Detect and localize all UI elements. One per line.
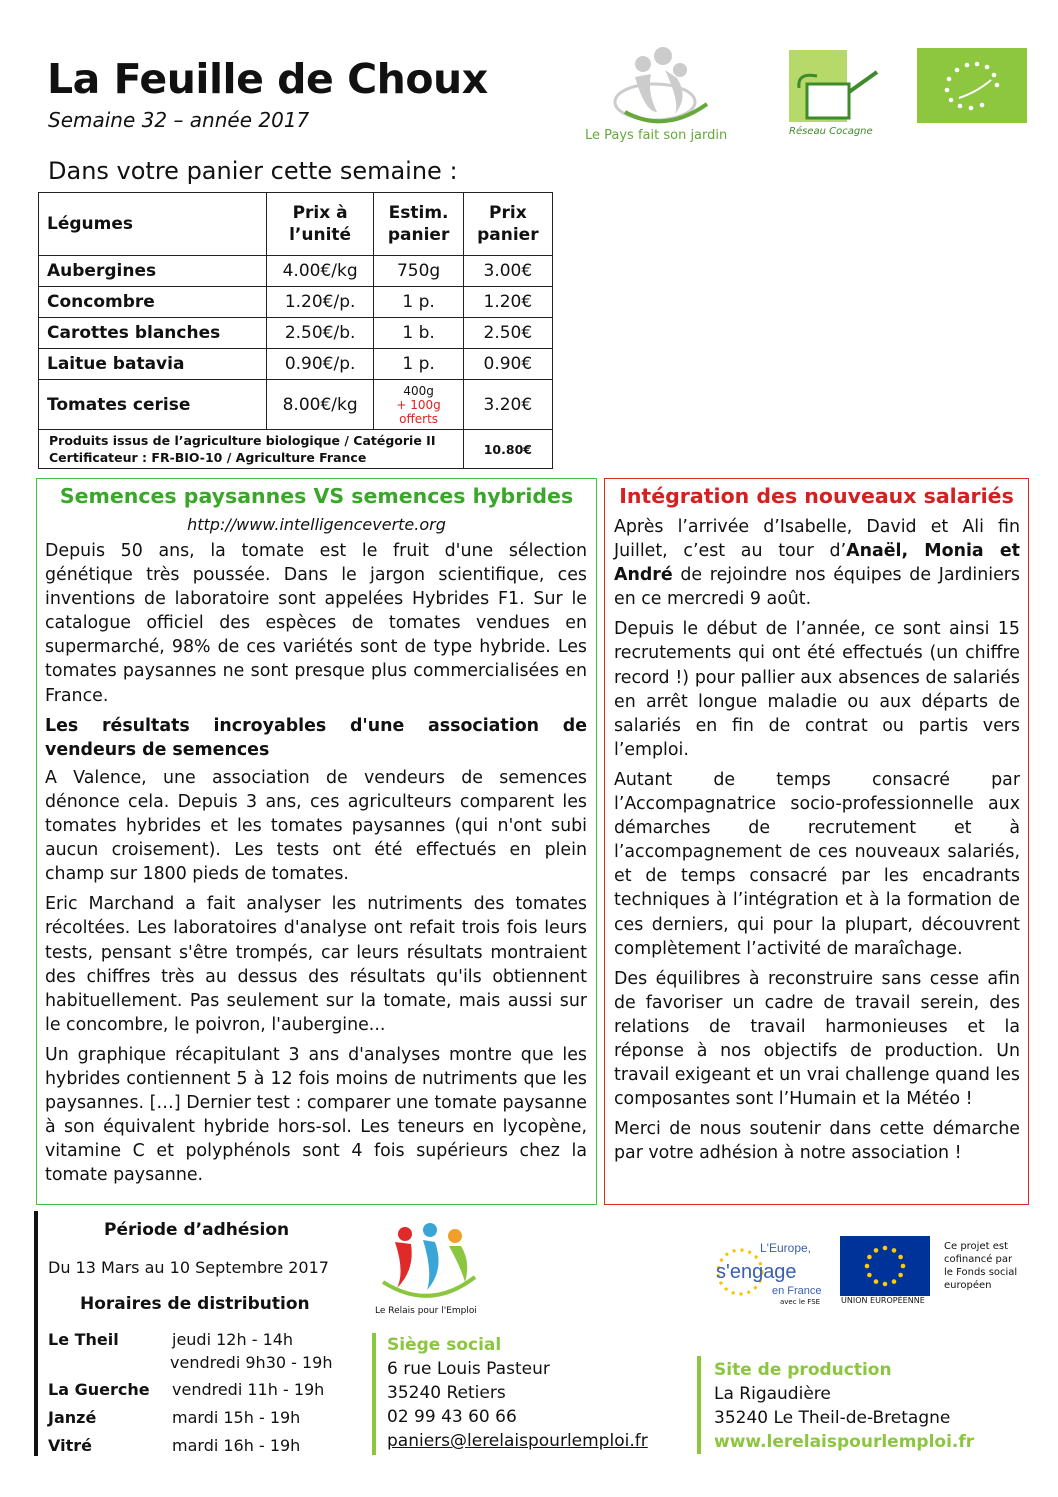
schedule-time: mardi 15h - 19h: [172, 1408, 301, 1427]
estimate-bonus: + 100g: [396, 397, 441, 412]
issue-subtitle: Semaine 32 – année 2017: [48, 108, 310, 132]
production-site-title: Site de production: [714, 1360, 892, 1380]
eu-caption: UNION EUROPÉENNE: [841, 1296, 925, 1305]
seeds-article: [36, 478, 597, 1205]
new-staff-names: Anaël, Monia et André: [614, 541, 1020, 586]
basket-price: 2.50€: [463, 318, 552, 349]
schedule-time: mardi 16h - 19h: [172, 1436, 301, 1455]
relais-emploi-logo: [375, 1222, 485, 1322]
adhesion-dates: Du 13 Mars au 10 Septembre 2017: [48, 1258, 329, 1277]
svg-text:s'engage: s'engage: [716, 1261, 797, 1283]
estimate-line: 400g: [403, 383, 434, 398]
europe-sub: avec le FSE: [780, 1298, 821, 1306]
svg-text:en France: en France: [772, 1285, 822, 1297]
seeds-article-body: [45, 539, 587, 1193]
europe-engage-logo: [710, 1238, 825, 1306]
eu-flag-icon: [840, 1236, 930, 1296]
distribution-title: Horaires de distribution: [80, 1294, 310, 1314]
paragraph: Autant de temps consacré par l’Accompagnatrice socio-professionnelle aux démarches de recrutement et à l’accompagnement de ces nouveaux salariés, et de temps consacré par les encadrants techniques à l’intégration et à la formation de ces derniers, qui pour la plupart, découvrent complètement l’activité de maraîchage.: [614, 769, 1020, 959]
estimate: [374, 380, 463, 430]
source-link[interactable]: http://www.intelligenceverte.org: [187, 515, 446, 534]
unit-price: 8.00€/kg: [266, 380, 374, 430]
basket-table: [38, 192, 553, 469]
new-staff-article-title: Intégration des nouveaux salariés: [619, 484, 1014, 508]
basket-price: 0.90€: [463, 349, 552, 380]
new-staff-article-body: [614, 515, 1020, 1171]
schedule-town: La Guerche: [48, 1380, 150, 1399]
certification-note: [39, 430, 464, 469]
email-link[interactable]: paniers@lerelaispourlemploi.fr: [387, 1431, 648, 1451]
pays-jardin-caption: Le Pays fait son jardin: [585, 128, 728, 143]
basket-price: 3.20€: [463, 380, 552, 430]
table-row: [39, 349, 553, 380]
head-office-block: [387, 1333, 648, 1453]
phone-number: 02 99 43 60 66: [387, 1407, 517, 1427]
basket-price: 3.00€: [463, 256, 552, 287]
table-footer-row: [39, 430, 553, 469]
new-staff-article: [604, 478, 1029, 1205]
production-accent-bar: [697, 1356, 701, 1454]
basket-price: 1.20€: [463, 287, 552, 318]
table-row: [39, 287, 553, 318]
unit-price: 0.90€/p.: [266, 349, 374, 380]
estimate: 750g: [374, 256, 463, 287]
schedule-town: Vitré: [48, 1436, 92, 1455]
text-run: Après l’arrivée d’Isabelle, David et Ali fin Juillet, c’est au tour d’: [614, 517, 1020, 562]
unit-price: 2.50€/b.: [266, 318, 374, 349]
paragraph: Des équilibres à reconstruire sans cesse afin de favoriser un cadre de travail serein, des relations de travail harmonieuses et la réponse à nos objectifs de production. Un travail exigeant et un vrai challenge quand les composantes sont l’Humain et la Météo !: [614, 968, 1020, 1110]
website-link[interactable]: www.lerelaispourlemploi.fr: [714, 1432, 975, 1452]
certification-line: Produits issus de l’agriculture biologique / Catégorie II: [49, 433, 436, 448]
head-office-title: Siège social: [387, 1335, 502, 1355]
table-row: [39, 256, 553, 287]
table-row: [39, 380, 553, 430]
text-run: de rejoindre nos équipes de Jardiniers en ce mercredi 9 août.: [614, 565, 1020, 610]
unit-price: 4.00€/kg: [266, 256, 374, 287]
paragraph: A Valence, une association de vendeurs de semences dénonce cela. Depuis 3 ans, ces agriculteurs comparent les tomates hybrides et les tomates paysannes (qui n'ont subi aucun croisement). Les tests ont été effectués en plein champ sur 1800 pieds de tomates.: [45, 767, 587, 885]
basket-total: 10.80€: [463, 430, 552, 469]
siege-accent-bar: [372, 1333, 376, 1455]
schedule-time: jeudi 12h - 14h: [172, 1330, 294, 1349]
header-legumes: Légumes: [39, 193, 267, 256]
paragraph: Un graphique récapitulant 3 ans d'analyses montre que les hybrides contiennent 5 à 12 fois moins de nutriments que les paysannes. […] Dernier test : comparer une tomate paysanne à son équivalent hybride hors-sol. Les teneurs en lycopène, vitamine C et polyphénols sont 4 fois supérieurs chez la tomate paysanne.: [45, 1044, 587, 1186]
schedule-time: vendredi 9h30 - 19h: [170, 1353, 333, 1372]
divider-bar: [34, 1211, 38, 1456]
paragraph: Eric Marchand a fait analyser les nutriments des tomates récoltées. Les laboratoires d'analyse ont refait trois fois leurs tests, pensant s'être trompés, car leurs résultats montraient des chiffres très au dessus des résultats qu'ils obtiennent habituellement. Pas seulement sur la tomate, mais aussi sur le concombre, le poivron, l'aubergine...: [45, 894, 587, 1035]
relais-caption: Le Relais pour l'Emploi: [375, 1306, 477, 1316]
veg-name: Tomates cerise: [39, 380, 267, 430]
address-line: 35240 Retiers: [387, 1383, 506, 1403]
veg-name: Laitue batavia: [39, 349, 267, 380]
table-row: [39, 318, 553, 349]
veg-name: Carottes blanches: [39, 318, 267, 349]
reseau-cocagne-caption: Réseau Cocagne: [789, 126, 873, 137]
address-line: 35240 Le Theil-de-Bretagne: [714, 1408, 951, 1428]
production-site-block: [714, 1358, 974, 1454]
schedule-town: Janzé: [48, 1408, 97, 1427]
pays-jardin-logo: [585, 42, 755, 152]
estimate-bonus-label: offerts: [399, 411, 439, 426]
article-subheading: Les résultats incroyables d'une association de vendeurs de semences: [45, 715, 587, 760]
header-estim-panier: Estim. panier: [374, 193, 463, 256]
adhesion-title: Période d’adhésion: [104, 1220, 290, 1240]
seeds-article-title: Semences paysannes VS semences hybrides: [59, 484, 574, 508]
paragraph: Merci de nous soutenir dans cette démarche par votre adhésion à notre association !: [614, 1119, 1020, 1164]
estimate: 1 b.: [374, 318, 463, 349]
header-prix-unite: Prix à l’unité: [266, 193, 374, 256]
eu-funding-note: Ce projet est cofinancé par le Fonds social européen: [944, 1241, 1018, 1291]
estimate: 1 p.: [374, 287, 463, 318]
veg-name: Aubergines: [39, 256, 267, 287]
header-prix-panier: Prix panier: [463, 193, 552, 256]
paragraph: [614, 515, 1020, 611]
unit-price: 1.20€/p.: [266, 287, 374, 318]
schedule-town: Le Theil: [48, 1330, 119, 1349]
schedule-time: vendredi 11h - 19h: [172, 1380, 325, 1399]
paragraph: Depuis 50 ans, la tomate est le fruit d'une sélection génétique très poussée. Dans le jargon scientifique, ces inventions de laboratoire sont appelées Hybrides F1. Sur le catalogue officiel des espèces de tomates vendues en supermarché, 98% de ces variétés sont de type hybride. Les tomates paysannes ne sont presque plus commercialisées en France.: [45, 541, 587, 706]
paragraph: Depuis le début de l’année, ce sont ainsi 15 recrutements qui ont été effectués (un chiffre record !) pour pallier aux absences de salariés en arrêt longue maladie ou aux départs de salariés en fin de contrat ou partis vers l’emploi.: [614, 619, 1020, 760]
reseau-cocagne-logo: [787, 48, 887, 148]
table-header-row: [39, 193, 553, 256]
page-title: La Feuille de Choux: [47, 55, 488, 103]
address-line: 6 rue Louis Pasteur: [387, 1359, 550, 1379]
certification-line: Certificateur : FR-BIO-10 / Agriculture France: [49, 450, 367, 465]
veg-name: Concombre: [39, 287, 267, 318]
eu-organic-logo: [917, 48, 1027, 123]
basket-heading: Dans votre panier cette semaine :: [48, 157, 458, 185]
estimate: 1 p.: [374, 349, 463, 380]
address-line: La Rigaudière: [714, 1384, 831, 1404]
svg-text:L'Europe,: L'Europe,: [760, 1241, 811, 1255]
